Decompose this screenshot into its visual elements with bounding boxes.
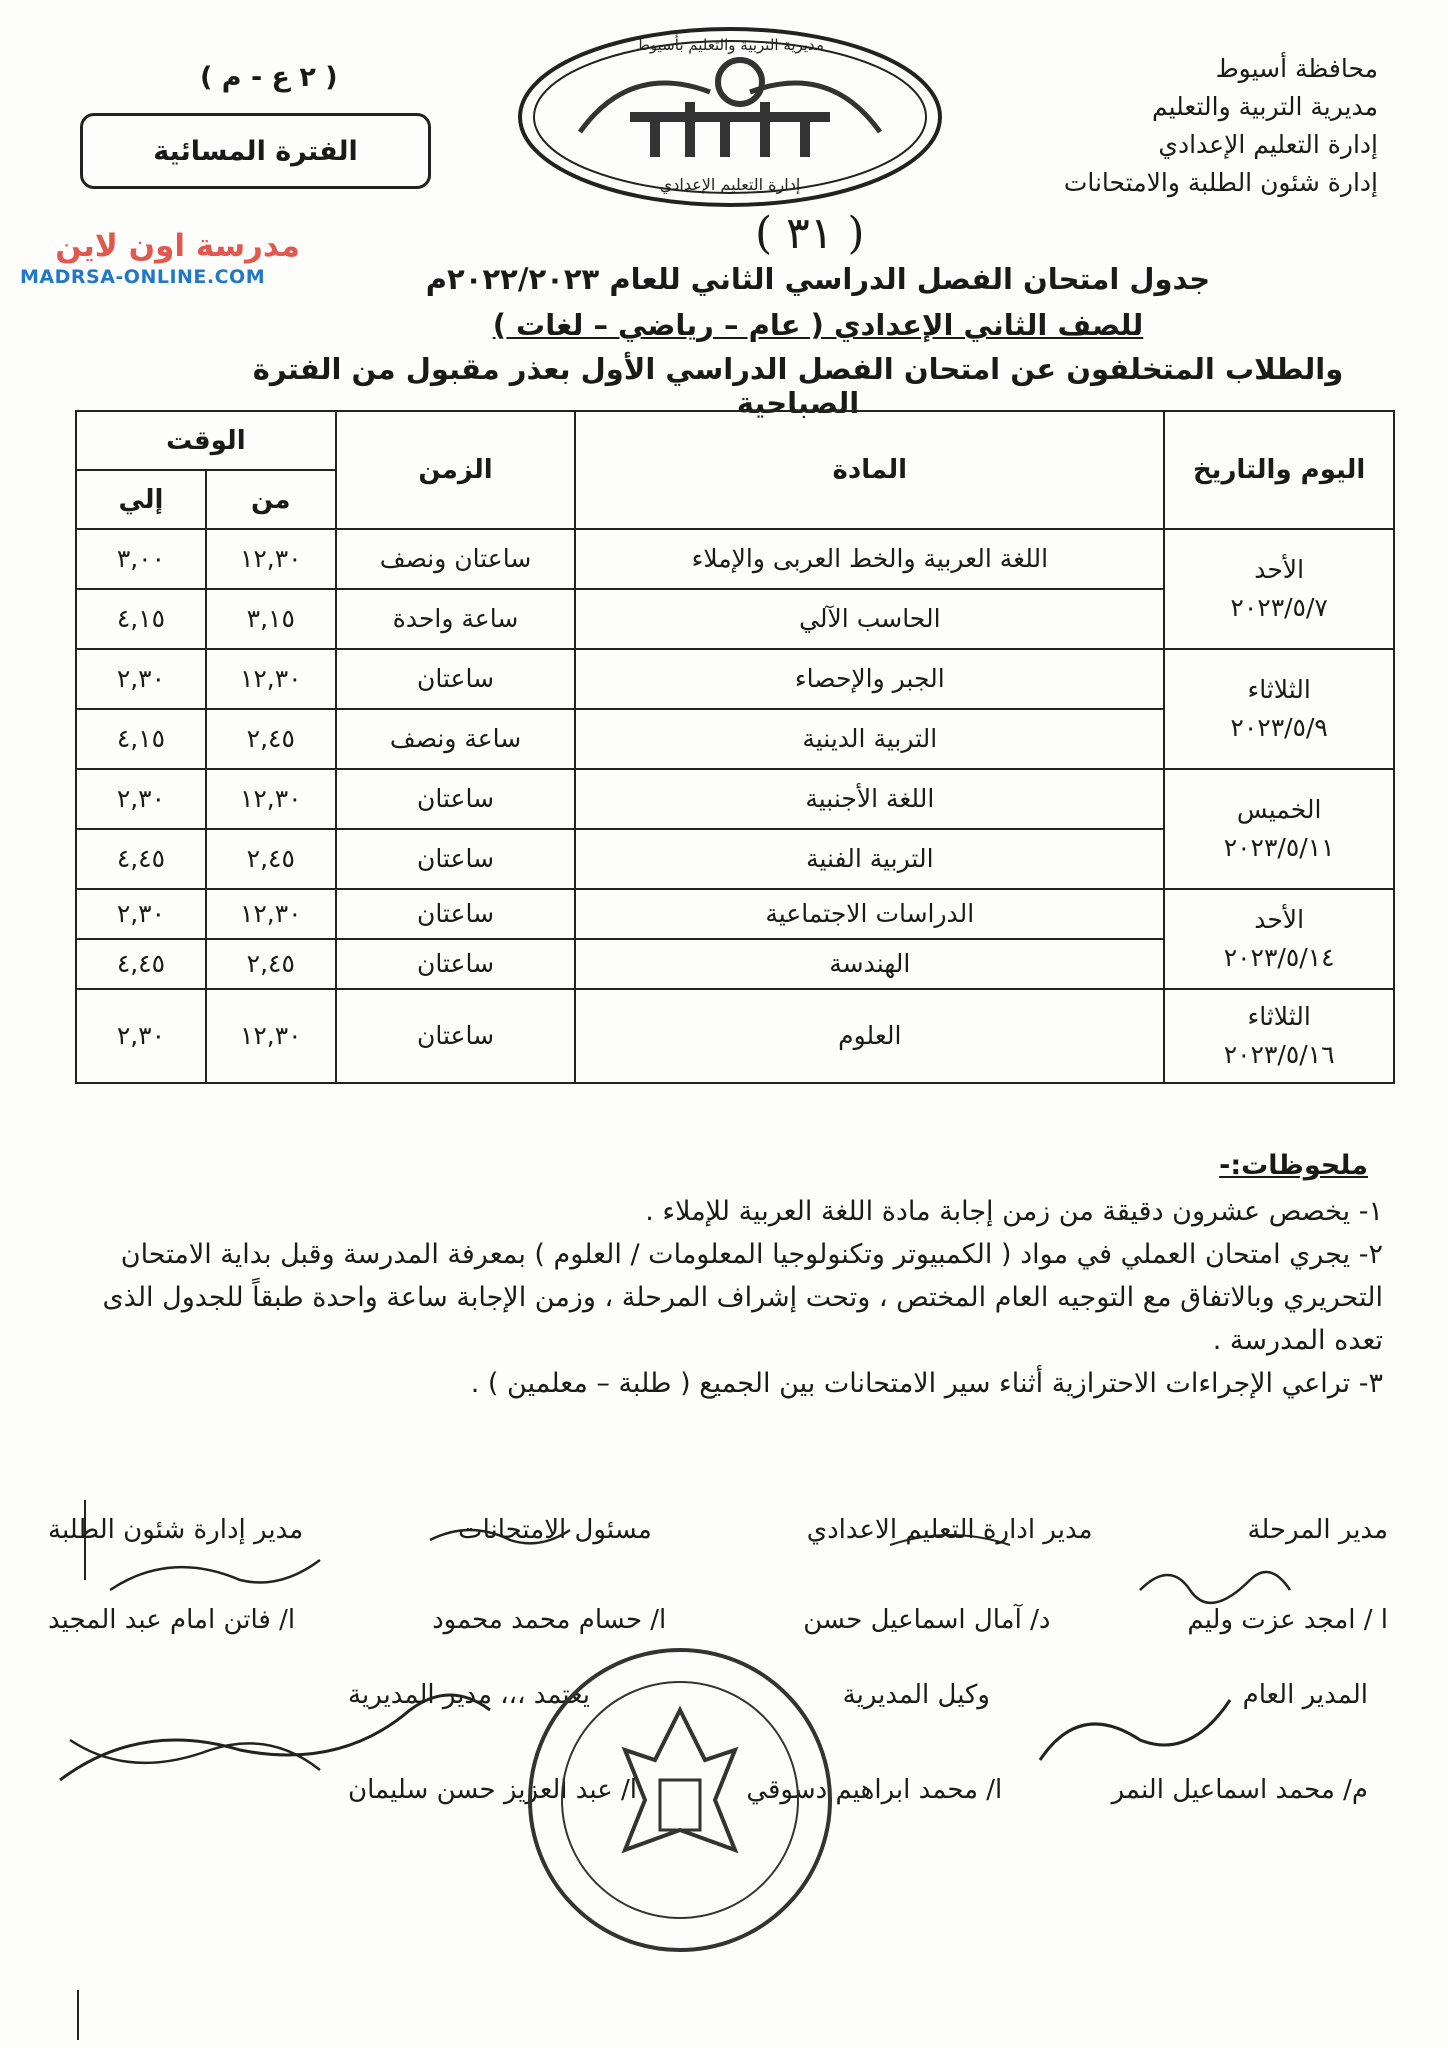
col-subject-header: المادة (575, 411, 1164, 529)
signature-name: ا/ فاتن امام عبد المجيد (48, 1605, 296, 1635)
handwritten-number: ( ٣١ ) (755, 208, 865, 259)
day-date: ٢٠٢٣/٥/٩ (1230, 713, 1328, 742)
signature-title: مسئول الامتحانات (458, 1515, 652, 1545)
day-cell (1164, 769, 1394, 889)
col-from-header: من (206, 470, 336, 529)
subject-cell: التربية الفنية (575, 829, 1164, 889)
day-name: الأحد (1254, 555, 1305, 584)
to-cell: ٢,٣٠ (76, 649, 206, 709)
approval-name: م/ محمد اسماعيل النمر (1111, 1775, 1368, 1805)
table-row (76, 769, 1394, 829)
notes-title: ملحوظات:- (1219, 1150, 1368, 1181)
form-code: ( ٢ ع - م ) (200, 62, 338, 93)
duration-cell: ساعتان (336, 649, 576, 709)
exam-schedule-table (75, 410, 1395, 1084)
schedule-title: جدول امتحان الفصل الدراسي الثاني للعام ٢٠٢٢/٢٠٢٣م (425, 262, 1211, 296)
duration-cell: ساعتان (336, 989, 576, 1083)
approval-title: وكيل المديرية (842, 1680, 990, 1710)
watermark-english: MADRSA-ONLINE.COM (20, 266, 266, 288)
header-line: مديرية التربية والتعليم (1151, 92, 1378, 121)
duration-cell: ساعة ونصف (336, 709, 576, 769)
signature-name: ا / امجد عزت وليم (1187, 1605, 1388, 1635)
header-line: إدارة التعليم الإعدادي (1158, 130, 1378, 159)
to-cell: ٢,٣٠ (76, 989, 206, 1083)
to-cell: ٤,٤٥ (76, 829, 206, 889)
to-cell: ٤,١٥ (76, 589, 206, 649)
signature-name: د/ آمال اسماعيل حسن (803, 1605, 1051, 1635)
header-line: محافظة أسيوط (1215, 54, 1378, 83)
from-cell: ٢,٤٥ (206, 829, 336, 889)
watermark-arabic: مدرسة اون لاين (55, 228, 300, 264)
to-cell: ٤,٤٥ (76, 939, 206, 989)
day-date: ٢٠٢٣/٥/١١ (1223, 833, 1335, 862)
from-cell: ١٢,٣٠ (206, 529, 336, 589)
day-name: الثلاثاء (1247, 1002, 1311, 1031)
day-name: الثلاثاء (1247, 675, 1311, 704)
day-name: الخميس (1236, 795, 1322, 824)
duration-cell: ساعتان (336, 769, 576, 829)
approval-title: يعتمد ،،، مدير المديرية (348, 1680, 591, 1710)
day-name: الأحد (1254, 905, 1305, 934)
signature-title: مدير ادارة التعليم الاعدادي (806, 1515, 1093, 1545)
to-cell: ٤,١٥ (76, 709, 206, 769)
subject-cell: التربية الدينية (575, 709, 1164, 769)
header-line: إدارة شئون الطلبة والامتحانات (1063, 168, 1378, 197)
to-cell: ٢,٣٠ (76, 889, 206, 939)
from-cell: ٣,١٥ (206, 589, 336, 649)
to-cell: ٢,٣٠ (76, 769, 206, 829)
students-note: والطلاب المتخلفون عن امتحان الفصل الدراسي الأول بعذر مقبول من الفترة الصباحية (252, 352, 1344, 420)
period-label: الفترة المسائية (80, 113, 431, 189)
day-cell (1164, 649, 1394, 769)
from-cell: ٢,٤٥ (206, 939, 336, 989)
logo-bottom-text: إدارة التعليم الإعدادي (659, 175, 801, 194)
from-cell: ١٢,٣٠ (206, 989, 336, 1083)
grade-title: للصف الثاني الإعدادي ( عام – رياضي – لغات ) (492, 308, 1144, 342)
from-cell: ١٢,٣٠ (206, 889, 336, 939)
from-cell: ٢,٤٥ (206, 709, 336, 769)
logo-top-text: مديرية التربية والتعليم بأسيوط (636, 36, 824, 54)
table-row (76, 989, 1394, 1083)
duration-cell: ساعتان ونصف (336, 529, 576, 589)
duration-cell: ساعة واحدة (336, 589, 576, 649)
table-row (76, 529, 1394, 589)
duration-cell: ساعتان (336, 939, 576, 989)
subject-cell: العلوم (575, 989, 1164, 1083)
subject-cell: اللغة الأجنبية (575, 769, 1164, 829)
subject-cell: الهندسة (575, 939, 1164, 989)
signature-title: مدير المرحلة (1247, 1515, 1388, 1545)
note-item: ٣- تراعي الإجراءات الاحترازية أثناء سير الامتحانات بين الجميع ( طلبة – معلمين ) . (470, 1368, 1383, 1399)
table-row (76, 649, 1394, 709)
authority-header (998, 50, 1378, 202)
table-row (76, 889, 1394, 939)
directorate-logo (510, 22, 950, 212)
notes-list (63, 1190, 1383, 1405)
col-time-header: الوقت (76, 411, 336, 470)
signature-name: ا/ حسام محمد محمود (432, 1605, 667, 1635)
note-item: ٢- يجري امتحان العملي في مواد ( الكمبيوتر وتكنولوجيا المعلومات / العلوم ) بمعرفة المدرسة وقبل بداية الامتحان التحريري وبالاتفاق مع التوجيه العام المختص ، وتحت إشراف المرحلة ، وزمن الإجابة ساعة واحدة طبقاً للجدول الذى تعده المدرسة . (102, 1239, 1383, 1356)
col-to-header: إلي (76, 470, 206, 529)
subject-cell: الدراسات الاجتماعية (575, 889, 1164, 939)
duration-cell: ساعتان (336, 829, 576, 889)
approval-name: ا/ محمد ابراهيم دسوقي (746, 1775, 1003, 1805)
day-date: ٢٠٢٣/٥/١٤ (1223, 943, 1335, 972)
approval-name: ا/ عبد العزيز حسن سليمان (348, 1775, 638, 1805)
signature-names (48, 1605, 1388, 1635)
signature-title: مدير إدارة شئون الطلبة (48, 1515, 304, 1545)
approval-title: المدير العام (1242, 1680, 1368, 1710)
subject-cell: الجبر والإحصاء (575, 649, 1164, 709)
day-cell (1164, 529, 1394, 649)
col-day-header: اليوم والتاريخ (1164, 411, 1394, 529)
from-cell: ١٢,٣٠ (206, 769, 336, 829)
col-duration-header: الزمن (336, 411, 576, 529)
day-cell (1164, 989, 1394, 1083)
note-item: ١- يخصص عشرون دقيقة من زمن إجابة مادة اللغة العربية للإملاء . (645, 1196, 1383, 1227)
official-stamp (520, 1640, 840, 1960)
from-cell: ١٢,٣٠ (206, 649, 336, 709)
day-cell (1164, 889, 1394, 989)
signature-titles (48, 1515, 1388, 1545)
subject-cell: اللغة العربية والخط العربى والإملاء (575, 529, 1164, 589)
subject-cell: الحاسب الآلي (575, 589, 1164, 649)
day-date: ٢٠٢٣/٥/١٦ (1223, 1040, 1335, 1069)
duration-cell: ساعتان (336, 889, 576, 939)
to-cell: ٣,٠٠ (76, 529, 206, 589)
day-date: ٢٠٢٣/٥/٧ (1230, 593, 1328, 622)
